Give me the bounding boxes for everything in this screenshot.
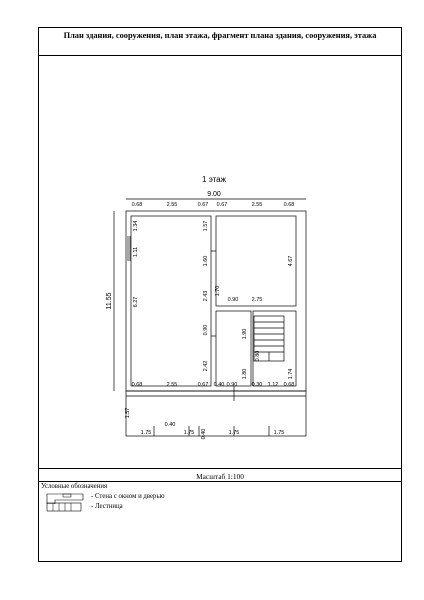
dimension-label: 1.60: [203, 255, 209, 267]
floor-plan-area: [39, 56, 401, 468]
dimension-label: 0.68: [131, 202, 143, 208]
stair-icon: [45, 502, 85, 514]
dimension-label: 0.40: [213, 382, 225, 388]
dimension-label: 0.68: [283, 202, 295, 208]
dimension-label: 1.57: [203, 220, 209, 232]
legend-wall-label: - Стена с окном и дверью: [91, 493, 165, 500]
dimension-label: 2.55: [166, 202, 178, 208]
dimension-label: 1.75: [183, 430, 195, 436]
dimension-label: 1.70: [215, 285, 221, 297]
dimension-label: 4.67: [288, 255, 294, 267]
dimension-label: 0.67: [216, 202, 228, 208]
dimension-label: 2.55: [166, 382, 178, 388]
dimension-label: 1.75: [273, 430, 285, 436]
dimension-label: 0.67: [197, 382, 209, 388]
dimension-label: 1.80: [242, 368, 248, 380]
floor-plan: [39, 56, 403, 468]
dimension-label: 1.11: [133, 246, 139, 258]
dimension-label: 1.34: [133, 220, 139, 232]
left-room: [131, 216, 211, 386]
legend-title: Условные обозначения: [41, 483, 108, 490]
dimension-label: 1.57: [125, 407, 131, 419]
dimension-label: 0.40: [164, 422, 176, 428]
dimension-label: 1.90: [242, 328, 248, 340]
right-room: [216, 216, 296, 306]
dimension-label: 2.43: [203, 290, 209, 302]
dimension-label: 1.12: [267, 382, 279, 388]
dimension-label: 2.55: [251, 202, 263, 208]
dimension-label: 0.68: [131, 382, 143, 388]
scale-divider: [39, 481, 401, 482]
footer-divider: [39, 468, 401, 469]
dimension-label: 0.40: [201, 428, 207, 440]
dimension-label: 0.30: [251, 382, 263, 388]
dimension-label: 1.75: [228, 430, 240, 436]
sheet-title: План здания, сооружения, план этажа, фрагмент плана здания, сооружения, этажа: [39, 28, 401, 56]
dimension-label: 2.42: [203, 360, 209, 372]
dimension-label: 0.80: [255, 350, 261, 362]
dimension-label: 0.90: [226, 382, 238, 388]
dimension-label: 6.27: [133, 296, 139, 308]
floor-label: 1 этаж: [202, 175, 226, 184]
dimension-label: 1.75: [140, 430, 152, 436]
dimension-label: 2.75: [251, 297, 263, 303]
legend-stair-label: - Лестница: [91, 503, 123, 510]
dimension-label: 0.68: [283, 382, 295, 388]
dimension-label: 1.74: [288, 368, 294, 380]
scale-label: Масштаб 1:100: [196, 472, 244, 481]
drawing-sheet: [38, 27, 402, 562]
overall-width: 9.00: [207, 191, 221, 198]
dimension-label: 0.90: [203, 324, 209, 336]
dimension-label: 0.67: [197, 202, 209, 208]
overall-length: 11.55: [106, 292, 113, 310]
dimension-label: 0.90: [227, 297, 239, 303]
